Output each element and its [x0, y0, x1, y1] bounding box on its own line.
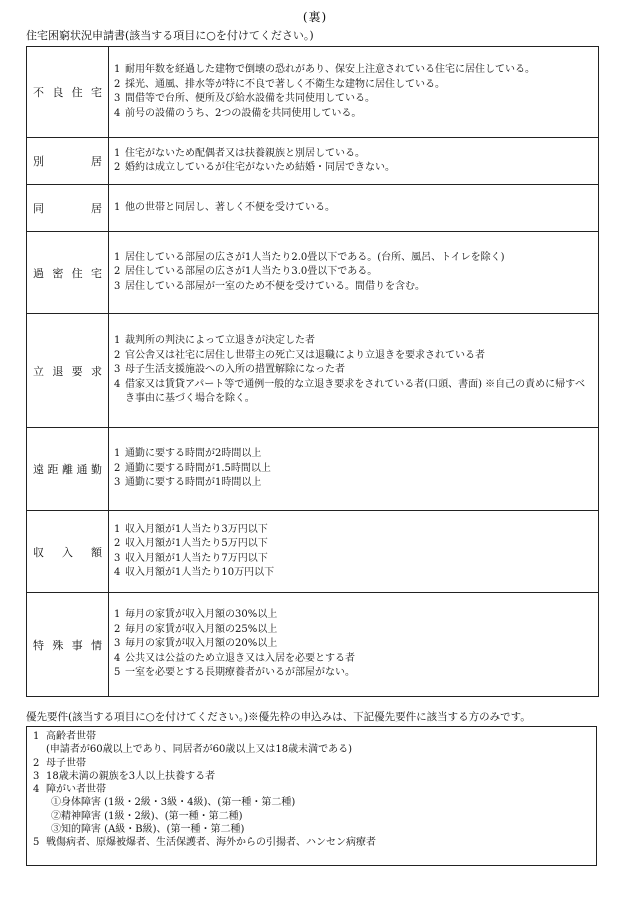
category-items: [109, 138, 599, 185]
item-text: 居住している部屋の広さが1人当たり2.0畳以下である。(台所、風呂、トイレを除く): [125, 251, 505, 263]
priority-item[interactable]: [33, 730, 590, 743]
category-row: [27, 185, 599, 232]
list-item[interactable]: [114, 63, 594, 78]
item-text: 収入月額が1人当たり5万円以下: [125, 538, 268, 549]
category-char: 勤: [91, 463, 102, 476]
category-char: 別: [33, 155, 44, 168]
category-char: 宅: [90, 266, 102, 280]
item-text: 採光、通風、排水等が特に不良で著しく不衛生な建物に居住している。: [125, 78, 445, 90]
priority-number: 3: [33, 770, 40, 782]
item-number: 2: [114, 349, 121, 361]
category-char: 立: [33, 364, 44, 378]
list-item[interactable]: [114, 566, 594, 581]
category-char: 住: [71, 266, 83, 280]
category-items: [109, 232, 599, 314]
list-item[interactable]: [114, 201, 594, 216]
list-item[interactable]: [114, 107, 594, 122]
category-char: 同: [33, 202, 44, 215]
category-char: 入: [62, 545, 73, 559]
priority-text: 高齢者世帯: [46, 731, 96, 742]
category-row: [27, 232, 599, 314]
priority-item[interactable]: [33, 757, 590, 770]
item-text: 通勤に要する時間が1時間以上: [125, 477, 262, 489]
disability-type[interactable]: ②精神障害 (1級・2級)、(第一種・第二種): [51, 810, 243, 822]
category-char: 居: [91, 155, 102, 168]
list-item[interactable]: [114, 476, 594, 491]
list-item[interactable]: [114, 537, 594, 552]
category-char: 殊: [52, 638, 64, 652]
category-items: [109, 593, 599, 697]
item-text: 借家又は賃貸アパート等で通例一般的な立退き要求をされている者(口頭、書面) ※自己の責めに帰すべき事由に基づく場合を除く。: [125, 378, 585, 405]
item-number: 1: [114, 523, 121, 535]
category-row: [27, 511, 599, 593]
category-row: [27, 138, 599, 185]
item-text: 毎月の家賃が収入月額の25%以上: [125, 623, 278, 635]
item-text: 通勤に要する時間が2時間以上: [125, 448, 262, 460]
list-item[interactable]: [114, 378, 594, 407]
item-text: 母子生活支援施設への入所の措置解除になった者: [125, 364, 345, 376]
category-char: 求: [90, 364, 102, 378]
category-char: 不: [33, 86, 44, 99]
priority-item[interactable]: [33, 770, 590, 783]
priority-title: 優先要件(該当する項目に○を付けてください。)※優先枠の申込みは、下記優先要件に該当する方のみです。: [26, 711, 531, 723]
item-text: 収入月額が1人当たり10万円以下: [125, 567, 275, 578]
disability-type[interactable]: ①身体障害 (1級・2級・3級・4級)、(第一種・第二種): [51, 797, 296, 809]
item-number: 3: [114, 477, 121, 489]
list-item[interactable]: [114, 523, 594, 538]
category-char: 離: [62, 463, 73, 476]
category-char: 通: [76, 463, 88, 476]
item-text: 前号の設備のうち、2つの設備を共同使用している。: [125, 107, 362, 119]
category-char: 住: [71, 86, 83, 99]
list-item[interactable]: [114, 462, 594, 477]
category-items: [109, 47, 599, 138]
priority-number: 1: [33, 731, 40, 742]
category-char: 密: [52, 266, 64, 280]
item-number: 3: [114, 280, 121, 292]
category-char: 額: [91, 545, 102, 559]
priority-text: 18歳未満の親族を3人以上扶養する者: [46, 770, 216, 782]
category-label: [27, 314, 109, 428]
item-number: 2: [114, 266, 121, 278]
category-row: [27, 314, 599, 428]
item-text: 一室を必要とする長期療養者がいるが部屋がない。: [125, 667, 355, 679]
list-item[interactable]: [114, 78, 594, 93]
item-text: 毎月の家賃が収入月額の30%以上: [125, 609, 278, 621]
category-row: [27, 593, 599, 697]
item-number: 5: [114, 667, 121, 679]
category-char: 距: [47, 463, 59, 476]
item-number: 1: [114, 335, 121, 347]
item-number: 3: [114, 552, 121, 564]
item-number: 1: [114, 448, 121, 460]
priority-item[interactable]: [33, 783, 590, 796]
priority-subtext: (申請者が60歳以上であり、同居者が60歳以上又は18歳未満である): [46, 744, 352, 756]
item-text: 居住している部屋の広さが1人当たり3.0畳以下である。: [125, 266, 378, 278]
disability-type[interactable]: ③知的障害 (A級・B級)、(第一種・第二種): [51, 824, 245, 836]
category-char: 収: [33, 545, 44, 559]
item-number: 1: [114, 609, 121, 621]
list-item[interactable]: [114, 161, 594, 176]
list-item[interactable]: [114, 334, 594, 349]
item-number: 2: [114, 78, 121, 90]
list-item[interactable]: [114, 280, 594, 295]
category-label: [27, 232, 109, 314]
list-item[interactable]: [114, 265, 594, 280]
category-label: [27, 511, 109, 593]
item-number: 4: [114, 567, 121, 578]
item-text: 住宅がないため配偶者又は扶養親族と別居している。: [125, 147, 365, 159]
priority-text: 戦傷病者、原爆被爆者、生活保護者、海外からの引揚者、ハンセン病療者: [46, 837, 376, 849]
category-char: 特: [33, 638, 44, 652]
list-item[interactable]: [114, 447, 594, 462]
item-number: 4: [114, 107, 121, 119]
item-number: 1: [114, 147, 121, 159]
category-items: [109, 428, 599, 511]
category-items: [109, 314, 599, 428]
category-char: 居: [91, 202, 102, 215]
category-items: [109, 511, 599, 593]
category-label: [27, 593, 109, 697]
category-label: [27, 185, 109, 232]
list-item[interactable]: [114, 637, 594, 652]
item-number: 2: [114, 623, 121, 635]
item-number: 4: [114, 378, 121, 390]
category-char: 要: [71, 364, 83, 378]
list-item[interactable]: [114, 147, 594, 162]
item-number: 1: [114, 251, 121, 263]
category-char: 情: [90, 638, 102, 652]
list-item[interactable]: [114, 666, 594, 681]
category-char: 事: [71, 638, 83, 652]
item-text: 公共又は公益のため立退き又は入居を必要とする者: [125, 652, 355, 664]
priority-number: 2: [33, 757, 40, 769]
item-text: 裁判所の判決によって立退きが決定した者: [125, 335, 315, 347]
item-number: 2: [114, 162, 121, 173]
item-text: 他の世帯と同居し、著しく不便を受けている。: [125, 201, 335, 213]
item-number: 3: [114, 638, 121, 650]
item-text: 毎月の家賃が収入月額の20%以上: [125, 638, 278, 650]
item-text: 通勤に要する時間が1.5時間以上: [125, 462, 271, 474]
category-label: [27, 428, 109, 511]
item-text: 居住している部屋が一室のため不便を受けている。間借りを含む。: [125, 280, 425, 292]
list-item[interactable]: [114, 623, 594, 638]
item-text: 耐用年数を経過した建物で倒壊の恐れがあり、保安上注意されている住宅に居住している。: [125, 64, 535, 75]
item-number: 2: [114, 462, 121, 474]
category-label: [27, 138, 109, 185]
item-number: 4: [114, 652, 121, 664]
item-number: 2: [114, 538, 121, 549]
priority-text: 障がい者世帯: [46, 784, 106, 796]
form-title: 住宅困窮状況申請書(該当する項目に○を付けてください。): [26, 29, 314, 42]
category-row: [27, 428, 599, 511]
category-char: 遠: [33, 463, 44, 476]
category-char: 退: [52, 364, 64, 378]
list-item[interactable]: [114, 349, 594, 364]
item-number: 1: [114, 201, 121, 213]
priority-requirements-box: [26, 726, 597, 866]
item-text: 収入月額が1人当たり3万円以下: [125, 523, 268, 535]
priority-number: 4: [33, 784, 40, 796]
list-item[interactable]: [114, 608, 594, 623]
page-heading: (裏): [302, 10, 328, 24]
category-row: [27, 47, 599, 138]
item-text: 官公舎又は社宅に居住し世帯主の死亡又は退職により立退きを要求されている者: [125, 349, 485, 361]
hardship-table: [26, 46, 599, 697]
list-item[interactable]: [114, 251, 594, 266]
category-items: [109, 185, 599, 232]
item-text: 婚約は成立しているが住宅がないため結婚・同居できない。: [125, 162, 395, 173]
list-item[interactable]: [114, 652, 594, 667]
category-char: 宅: [90, 86, 102, 99]
item-number: 1: [114, 64, 121, 75]
list-item[interactable]: [114, 552, 594, 567]
category-char: 過: [33, 266, 44, 280]
category-label: [27, 47, 109, 138]
list-item[interactable]: [114, 363, 594, 378]
item-number: 3: [114, 93, 121, 104]
category-char: 良: [52, 86, 64, 99]
list-item[interactable]: [114, 92, 594, 107]
item-text: 収入月額が1人当たり7万円以下: [125, 552, 268, 564]
item-number: 3: [114, 364, 121, 376]
priority-item[interactable]: [33, 836, 590, 849]
priority-text: 母子世帯: [46, 757, 86, 769]
priority-number: 5: [33, 837, 40, 849]
item-text: 間借等で台所、便所及び給水設備を共同使用している。: [125, 93, 375, 104]
